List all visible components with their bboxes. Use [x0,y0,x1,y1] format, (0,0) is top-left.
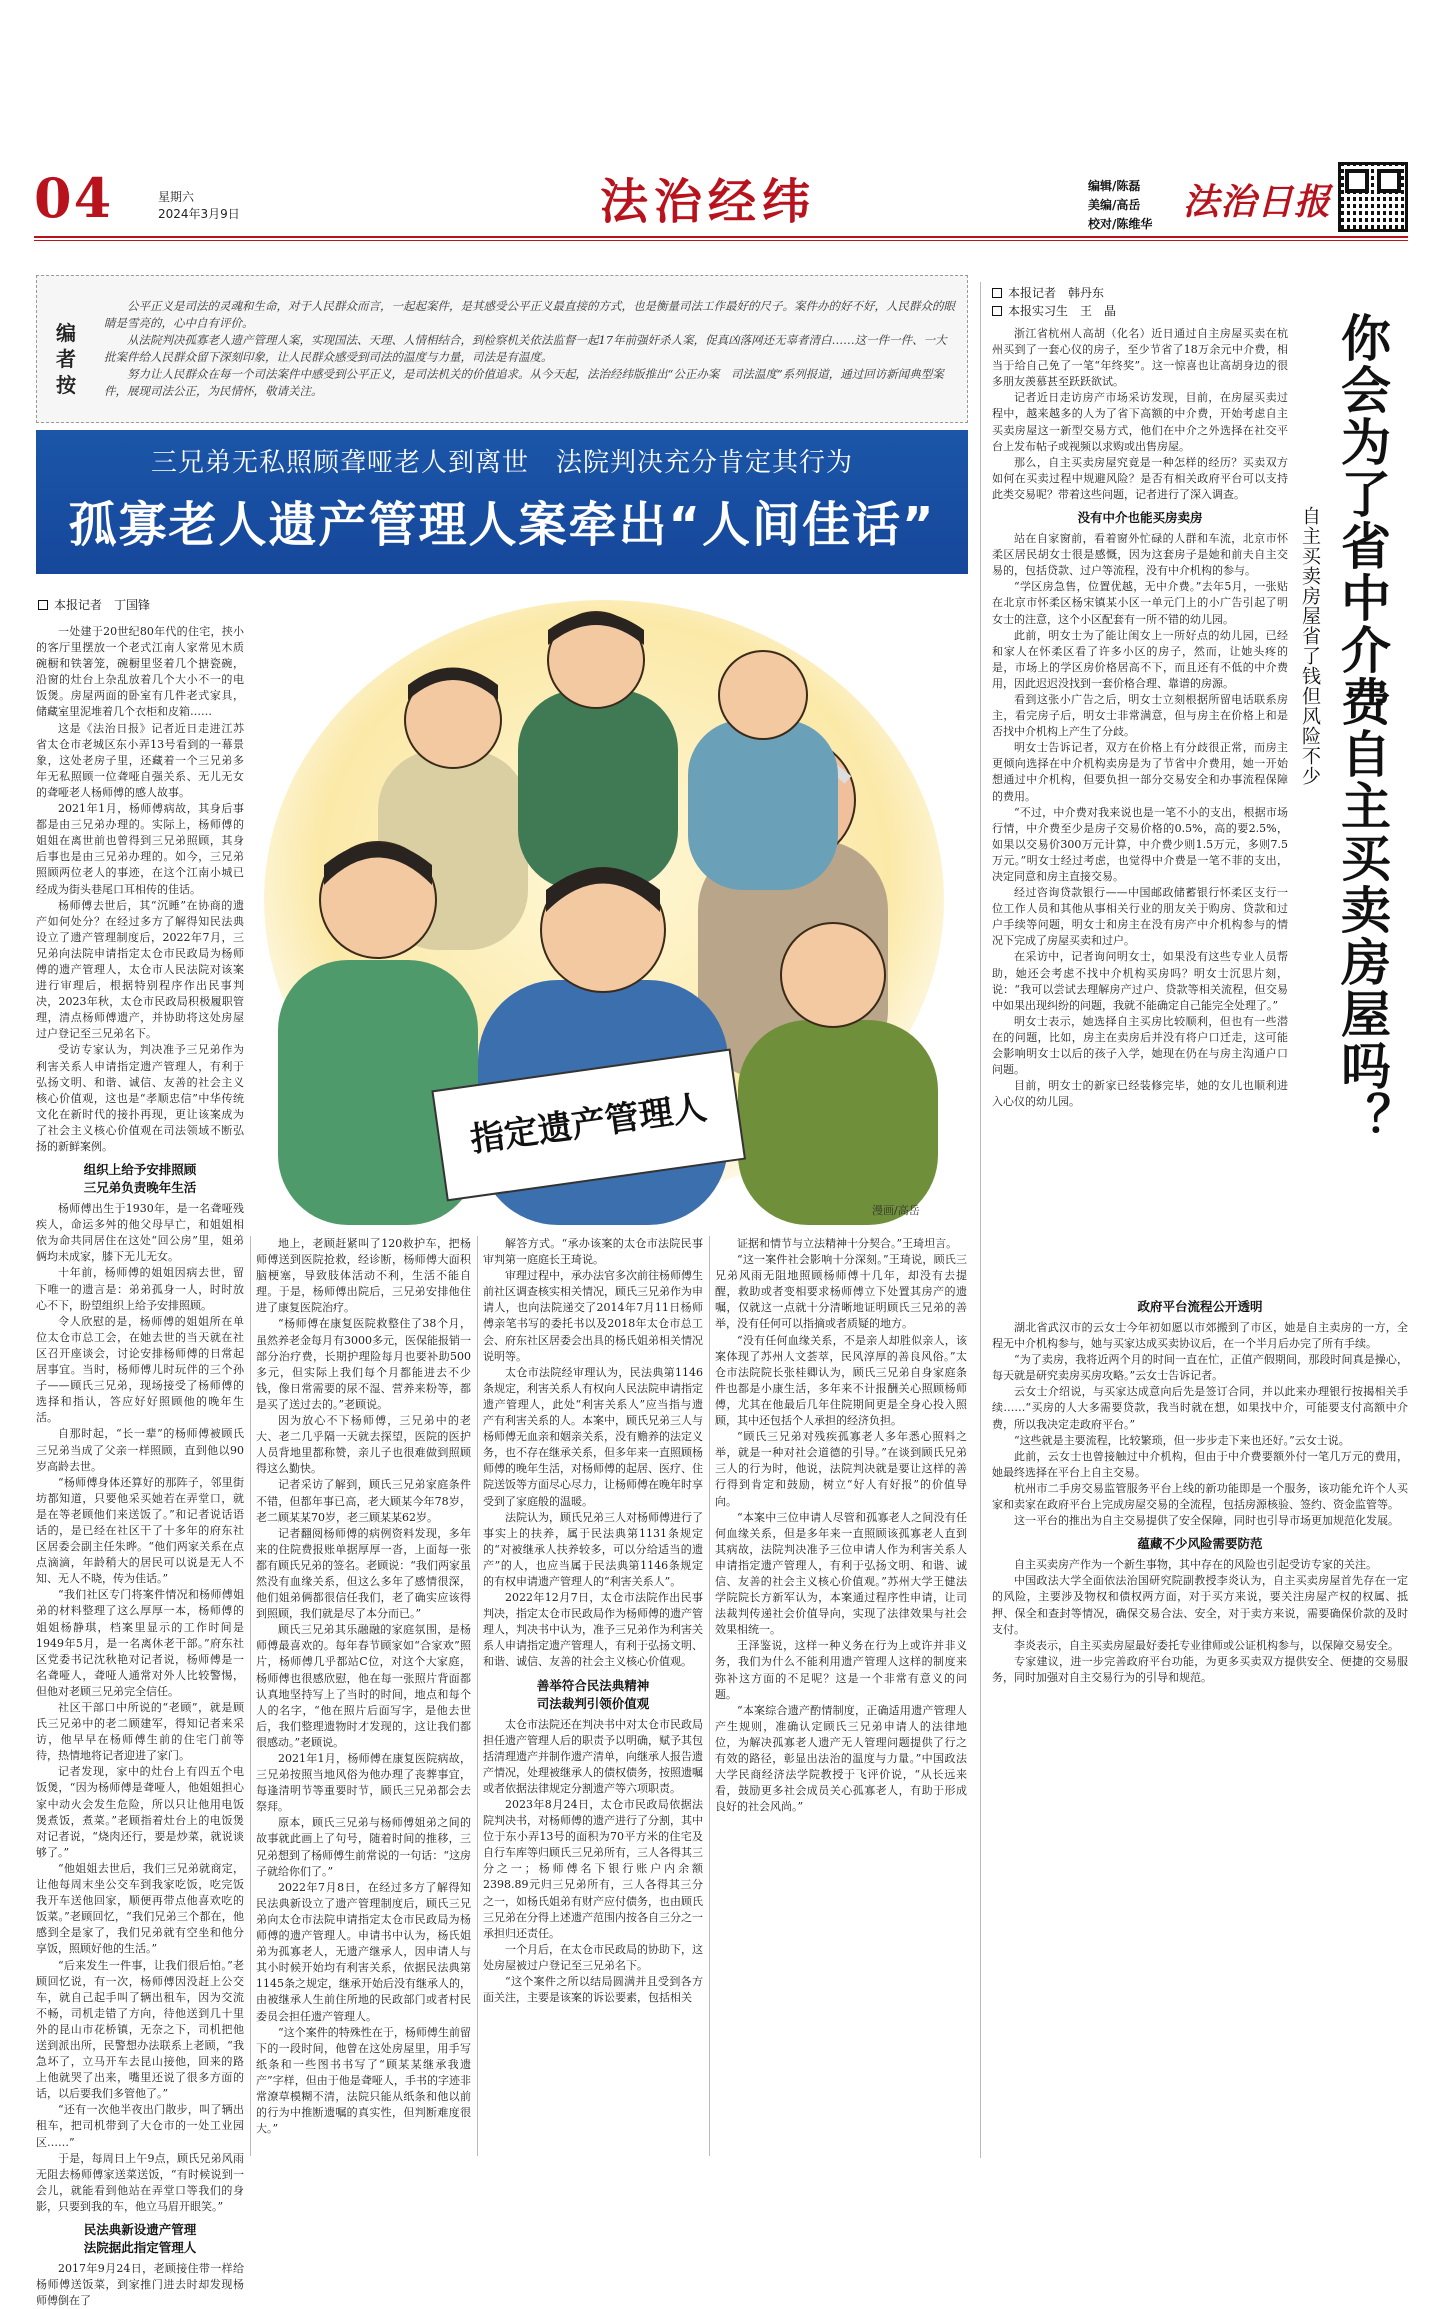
section-subhead: 善举符合民法典精神 司法裁判引领价值观 [536,1677,650,1711]
masthead-rule-thin [34,240,1408,241]
paragraph: 受访专家认为，判决准予三兄弟作为利害关系人申请指定遗产管理人，有利于弘扬文明、和谐、诚信、友善的社会主义核心价值观，这也是“孝顺忠信”中华传统文化在新时代的接扑再现，更让该案成为了社会主义核心价值观在司法领域不断弘扬的新鲜案例。 [36,1043,244,1153]
paragraph: 证据和情节与立法精神十分契合。”王琦坦言。 [737,1237,958,1250]
paragraph: 看到这张小广告之后，明女士立刻根据所留电话联系房主，看完房子后，明女士非常满意，但与房主在价格上和是否找中介机构上产生了分歧。 [992,692,1288,739]
paragraph: 解答方式。“承办该案的太仓市法院民事审判第一庭庭长王琦说。 [483,1237,703,1267]
paragraph: 目前，明女士的新家已经装修完毕，她的女儿也顺利进入心仪的幼儿园。 [992,1079,1288,1109]
article-column-1 [36,624,244,2308]
proofreader-credit: 校对/陈维华 [1088,217,1153,231]
paragraph: “没有任何血缘关系，不是亲人却胜似亲人，该案体现了苏州人文荟萃，民风淳厚的善良风俗。”太仓市法院院长张桂卿认为，顾氏三兄弟自身家庭条件也都是小康生活，多年来不计报酬关心照顾杨师傅，尤其在他最后几年住院期间更是全身心投入照顾，其中还包括个人承担的经济负担。 [715,1333,967,1428]
page-number: 04 [34,166,114,230]
paragraph: 十年前，杨师傅的姐姐因病去世，留下唯一的遗言是：弟弟孤身一人，时时放心不下，盼望组织上给予安排照顾。 [36,1266,244,1312]
byline-text: 本报实习生 王 晶 [1008,304,1117,318]
paragraph: 记者采访了解到，顾氏三兄弟家庭条件不错，但都年事已高，老大顾某今年78岁，老二顾某某70岁，老三顾某某62岁。 [256,1478,471,1524]
paragraph: 中国政法大学全面依法治国研究院副教授李炎认为，自主买卖房屋首先存在一定的风险，主要涉及物权和债权两方面，对于买方来说，要关注房屋产权的权属、抵押、保全和查封等情况，确保交易合法、安全，对于卖方来说，需要确保价款的及时支付。 [992,1574,1408,1636]
article-column-3 [483,1236,703,2158]
paragraph: “还有一次他半夜出门散步，叫了辆出租车，把司机带到了大仓市的一处工业园区……” [36,2103,244,2149]
paragraph: “学区房急售，位置优越，无中介费。”去年5月，一张贴在北京市怀柔区杨宋镇某小区一单元门上的小广告引起了明女士的注意，这个小区配套有一所不错的幼儿园。 [992,580,1288,626]
editor-note-label: 编者按 [56,321,76,397]
column-divider [477,1236,478,2156]
paragraph: 记者翻阅杨师傅的病例资料发现，多年来的住院费报账单据厚厚一沓，上面每一张都有顾氏兄弟的签名。老顾说：“我们两家虽然没有血缘关系，但这么多年了感情很深，他们姐弟俩都很信任我们，老了确实应该得到照顾，我们就是尽了本分而已。” [256,1526,471,1621]
paragraph: 自主买卖房产作为一个新生事物，其中存在的风险也引起受访专家的关注。 [1014,1558,1377,1572]
paragraph: 此前，云女士也曾接触过中介机构，但由于中介费要额外付一笔几万元的费用，她最终选择在平台上自主交易。 [992,1449,1408,1479]
right-article-subheadline: 自主买卖房屋省了钱但风险不少 [1299,506,1321,786]
paragraph: “他姐姐去世后，我们三兄弟就商定，让他每周末坐公交车到我家吃饭，吃完饭我开车送他回家，顺便再带点他喜欢吃的饭菜。”老顾回忆，“我们兄弟三个都在，他感到全是家了，我们兄弟就有空坐和他分享饭，照顾好他的生活。” [36,1861,244,1956]
byline-box-icon [992,288,1002,298]
right-article-byline-1 [992,284,1104,301]
editor-note-paragraph: 从法院判决孤寡老人遗产管理人案，实现国法、天理、人情相结合，到检察机关依法监督一起17年前强奸杀人案，促真凶落网还无辜者清白……这一件一件、一大批案件给人民群众留下深刻印象，让人民群众感受到司法的温度与力量，司法是有温度。 [104,333,947,364]
paragraph: 2021年1月，杨师傅病故，其身后事都是由三兄弟办理的。实际上，杨师傅的姐姐在离世前也曾得到三兄弟照顾，其身后事也是由三兄弟办理的。如今，三兄弟照顾两位老人的事迹，在这个江南小城已经成为街头巷尾口耳相传的佳话。 [36,802,244,896]
article-kicker: 三兄弟无私照顾聋哑老人到离世 法院判决充分肯定其行为 [150,448,853,478]
paragraph: 2023年8月24日，太仓市民政局依据法院判决书，对杨师傅的遗产进行了分割，其中位于东小弄13号的面积为70平方米的住宅及自行车库等归顾氏三兄弟所有，三人各得其三分之一；杨师傅名下银行账户内余额2398.89元归三兄弟所有，三人各得其三分之一，如杨氏姐弟有财产应付债务，也由顾氏三兄弟在分得上述遗产范围内按各自三分之一承担归还责任。 [483,1798,703,1940]
paragraph: 记者发现，家中的灶台上有四五个电饭煲，“因为杨师傅是聋哑人，他姐姐担心家中动火会发生危险，所以只让他用电饭煲煮饭，煮菜。”老顾指着灶台上的电饭煲对记者说，“烧肉还行，要是炒菜，就说谈够了。” [36,1765,244,1859]
article-column-2 [256,1236,471,2158]
paragraph: 审理过程中，承办法官多次前往杨师傅生前社区调查核实相关情况，顾氏三兄弟作为申请人，也向法院递交了2014年7月11日杨师傅亲笔书写的委托书以及2018年太仓市总工会、府东社区居委会出具的杨氏姐弟相关情况说明等。 [483,1269,703,1363]
byline-box-icon [992,306,1002,316]
article-headline: 孤寡老人遗产管理人案牵出“人间佳话” [68,497,936,553]
cartoon-illustration [258,600,950,1225]
paragraph: 那么，自主买卖房屋究竟是一种怎样的经历？买卖双方如何在买卖过程中规避风险？是否有相关政府平台可以支持此类交易呢？带着这些问题，记者进行了深入调查。 [992,455,1288,501]
paragraph: 杭州市二手房交易监管服务平台上线的新功能即是一个服务，该功能允许个人买家和卖家在政府平台上完成房屋交易的全流程，包括房源核验、签约、资金监管等。 [992,1481,1408,1512]
right-article-column-1 [992,326,1288,1286]
paragraph: 浙江省杭州人高胡（化名）近日通过自主房屋买卖在杭州买到了一套心仪的房子，至少节省了18万余元中介费，相当于给自己免了一笔“年终奖”。这一惊喜也让高胡身边的很多朋友羡慕甚至跃跃欲试。 [992,327,1288,389]
paragraph: “为了卖房，我将近两个月的时间一直在忙，正值产假期间，那段时间真是操心，每天就是研究卖房买房攻略。”云女士告诉记者。 [992,1353,1408,1383]
column-divider [250,1236,251,2156]
article-byline [38,596,150,613]
paragraph: 2021年1月，杨师傅在康复医院病故，三兄弟按照当地风俗为他办理了丧葬事宜，每逢清明节等重要时节，顾氏三兄弟都会去祭拜。 [256,1752,471,1814]
paragraph: 王泽鉴说，这样一种义务在行为上或许并非义务，我们为什么不能利用遗产管理人这样的制度来弥补这方面的不足呢？这是一个非常有意义的问题。 [715,1639,967,1701]
paragraph: 这一平台的推出为自主交易提供了安全保障，同时也引导市场更加规范化发展。 [1014,1514,1399,1528]
paragraph: 地上，老顾赶紧叫了120救护车，把杨师傅送到医院抢救，经诊断，杨师傅大面积脑梗塞，导致肢体活动不利，生活不能自理。于是，杨师傅出院后，三兄弟安排他住进了康复医院治疗。 [256,1237,471,1315]
paragraph: 杨师傅出生于1930年，是一名聋哑残疾人，命运多舛的他父母早亡，和姐姐相依为命共同居住在这处“回公房”里，姐弟俩均未成家，膝下无儿无女。 [36,1202,244,1264]
byline-text: 本报记者 韩丹东 [1008,286,1105,300]
paragraph: 此前，明女士为了能让闺女上一所好点的幼儿园，已经和家人在怀柔区看了许多小区的房子，然而，让她头疼的是，市场上的学区房价格居高不下，而且还有不低的中介费用，因此迟迟没找到一套价格合理、靠谱的房源。 [992,628,1288,690]
paragraph: “不过，中介费对我来说也是一笔不小的支出，根据市场行情，中介费至少是房子交易价格的0.5%，高的要2.5%，如果以交易价300万元计算，中介费少则1.5万元，多则7.5万元。”明女士经过考虑，也觉得中介费是一笔不菲的支出，决定同意和房主直接交易。 [992,805,1288,883]
paragraph: 经过咨询贷款银行——中国邮政储蓄银行怀柔区支行一位工作人员和其他从事相关行业的朋友关于购房、贷款和过户手续等问题，明女士和房主在没有房产中介机构参与的情况下完成了房屋买卖和过户。 [992,886,1288,948]
paragraph: 这是《法治日报》记者近日走进江苏省太仓市老城区东小弄13号看到的一幕景象，这处老房子里，还藏着一个三兄弟多年无私照顾一位聋哑自强关系、无儿无女的聋哑老人杨师傅的感人故事。 [36,721,244,799]
right-section-subhead: 政府平台流程公开透明 [1137,1299,1263,1314]
editor-credits [1088,177,1152,234]
paragraph: 于是，每周日上午9点，顾氏兄弟风雨无阻去杨师傅家送菜送饭，“有时候说到一会儿，就能看到他站在弄堂口等我们的身影，只要到我的车，他立马眉开眼笑。” [36,2151,244,2213]
paragraph: 在采访中，记者询问明女士，如果没有这些专业人员帮助，她还会考虑不找中介机构买房吗？明女士沉思片刻，说：“我可以尝试去理解房产过户、贷款等相关流程，但交易中如果出现纠纷的问题，我就不能确定自己能完全处理了。” [992,950,1288,1012]
paragraph: 明女士告诉记者，双方在价格上有分歧很正常，而房主更倾向选择在中介机构卖房是为了节省中介费用，她一开始想通过中介机构，但要负担一部分交易安全和办事流程保障的费用。 [992,741,1288,803]
paragraph: “顾氏三兄弟对残疾孤寡老人多年悉心照料之举，就是一种对社会道德的引导。”在谈到顾氏兄弟三人的行为时，他说，法院判决就是要让这样的善行得到肯定和鼓励，树立“好人有好报”的价值导向。 [715,1430,967,1508]
editor-note-text [104,298,956,400]
document-title: 指定遗产管理人 [467,1087,710,1161]
paragraph: 太仓市法院还在判决书中对太仓市民政局担任遗产管理人后的职责予以明确，赋予其包括清理遗产并制作遗产清单，向继承人报告遗产情况，处理被继承人的债权债务，按照遗嘱或者依据法律规定分割遗产等六项职责。 [483,1717,703,1795]
paragraph: 社区干部口中所说的“老顾”，就是顾氏三兄弟中的老二顾建军，得知记者来采访，他早早在杨师傅生前的住宅门前等待，热情地将记者迎进了家门。 [36,1701,244,1763]
paragraph: 站在自家窗前，看着窗外忙碌的人群和车流，北京市怀柔区居民胡女士很是感慨，因为这套房子是她和前夫自主交易的，包括贷款、过户等流程，没有中介机构的参与。 [992,532,1288,578]
editor-note-paragraph: 努力让人民群众在每一个司法案件中感受到公平正义，是司法机关的价值追求。从今天起，法治经纬版推出“公正办案 司法温度”系列报道，通过回访新闻典型案件，展现司法公正，为民情怀，敬请关注。 [104,367,944,398]
paragraph: “这个案件的特殊性在于，杨师傅生前留下的一段时间，他曾在这处房屋里，用手写纸条和一些图书书写了“顾某某继承我遗产”字样，但由于他是聋哑人，手书的字迹非常潦草模糊不清，法院只能从纸条和他以前的行为中推断遗嘱的真实性，但判断难度很大。” [256,2025,471,2136]
section-title: 法治经纬 [600,174,817,230]
paragraph: 一个月后，在太仓市民政局的协助下，这处房屋被过户登记至三兄弟名下。 [483,1942,703,1972]
paragraph: 云女士介绍说，与买家达成意向后先是签订合同，并以此来办理银行按揭相关手续……“买房的人大多需要贷款，我当时就在想，如果找中介，可能要支付高额中介费，所以我决定走政府平台。” [992,1385,1408,1431]
paragraph: 原本，顾氏三兄弟与杨师傅姐弟之间的故事就此画上了句号，随着时间的推移，三兄弟想到了杨师傅生前常说的一句话：“这房子就给你们了。” [256,1816,471,1878]
paragraph: 李炎表示，自主买卖房屋最好委托专业律师或公证机构参与，以保障交易安全。 [1014,1638,1399,1652]
editor-credit: 编辑/陈磊 [1088,179,1141,193]
right-article-byline-2 [992,302,1116,319]
paragraph: 法院认为，顾氏兄弟三人对杨师傅进行了事实上的扶养，属于民法典第1131条规定的“对被继承人扶养较多，可以分给适当的遗产”的人，也应当属于民法典第1146条规定的有权申请遗产管理人的“利害关系人”。 [483,1510,703,1588]
paragraph: “这一案件社会影响十分深刻。”王琦说，顾氏三兄弟风雨无阻地照顾杨师傅十几年，却没有去提醒，救助或者变相要求杨师傅立下处置其房产的遗嘱，仅就这一点就十分清晰地证明顾氏三兄弟的善举，没有任何可以指摘或者质疑的地方。 [715,1253,967,1331]
paragraph: “本案中三位申请人尽管和孤寡老人之间没有任何血缘关系，但是多年来一直照顾该孤寡老人直到其病故，法院判决准予三位申请人作为利害关系人申请指定遗产管理人，有利于弘扬文明、和谐、诚信、友善的社会主义核心价值观。”苏州大学王健法学院院长方新军认为，本案通过程序性申请，让司法裁判传递社会价值导向，实现了法律效果与社会效果相统一。 [715,1510,967,1637]
paragraph: 令人欣慰的是，杨师傅的姐姐所在单位太仓市总工会，在她去世的当天就在社区召开座谈会，讨论安排杨师傅的日常起居事宜。当时，杨师傅儿时玩伴的三个孙子——顾氏三兄弟，现场接受了杨师傅的选择和指认，答应好好照顾他的晚年生活。 [36,1314,244,1425]
masthead-rule [34,236,1408,238]
paragraph: 自那时起，“长一辈”的杨师傅被顾氏三兄弟当成了父亲一样照顾，直到他以90岁高龄去世。 [36,1427,244,1473]
paragraph: “这个案件之所以结局圆满并且受到各方面关注，主要是该案的诉讼要素，包括相关 [483,1975,703,2005]
paragraph: 专家建议，进一步完善政府平台功能，为更多买卖双方提供安全、便捷的交易服务，同时加强对自主交易行为的引导和规范。 [992,1654,1408,1684]
paragraph: 顾氏三兄弟其乐融融的家庭氛围，是杨师傅最喜欢的。每年春节顾家如“合家欢”照片，杨师傅几乎都站C位，对这个大家庭，杨师傅也很感欣慰，他在每一张照片背面都认真地坚持写上了当时的时间，地点和每个人的名字，“他在照片后面写字，是他去世后，我们整理遗物时才发现的，这让我们都很感动。”老顾说。 [256,1623,471,1749]
right-section-subhead: 蕴藏不少风险需要防范 [1137,1536,1263,1552]
section-subhead: 民法典新设遗产管理 法院据此指定管理人 [83,2222,197,2255]
paragraph: 杨师傅去世后，其“沉睡”在协商的遗产如何处分？在经过多方了解得知民法典设立了遗产管理制度后，2022年7月，三兄弟向法院申请指定太仓市民政局为杨师傅的遗产管理人，太仓市人民法院对该案进行审理后，根据特别程序作出民事判决，2023年秋，太仓市民政局积极履职管理，清点杨师傅遗产，并协助将这处房屋过户登记至三兄弟名下。 [36,898,244,1041]
byline-box-icon [38,600,48,610]
illustration-caption: 漫画/高岳 [872,1204,920,1217]
article-column-4 [715,1236,967,2158]
paragraph: 2022年7月8日，在经过多方了解得知民法典新设立了遗产管理制度后，顾氏三兄弟向太仓市法院申请指定太仓市民政局为杨师傅的遗产管理人。申请书中认为，杨氏姐弟为孤寡老人，无遗产继承人，因申请人与其小时候开始均有利害关系，依据民法典第1145条之规定，继承开始后没有继承人的，由被继承人生前住所地的民政部门或者村民委员会担任遗产管理人。 [256,1880,471,2023]
right-article-headline: 你会为了省中介费自主买卖房屋吗？ [1333,312,1391,1144]
paragraph: “本案综合遗产酌情制度，正确适用遗产管理人产生规则，准确认定顾氏三兄弟申请人的法律地位，为解决孤寡老人遗产无人管理问题提供了行之有效的路径，彰显出法治的温度与力量。”中国政法大学民商经济法学院教授于飞评价说，“从长远来看，鼓励更多社会成员关心孤寡老人，有助于形成良好的社会风尚。” [715,1703,967,1814]
editor-note-paragraph: 公平正义是司法的灵魂和生命，对于人民群众而言，一起起案件，是其感受公平正义最直接的方式，也是衡量司法工作最好的尺子。案件办的好不好，人民群众的眼睛是雪亮的，心中自有评价。 [104,299,955,330]
right-section-subhead: 没有中介也能买房卖房 [1077,510,1203,526]
article-divider [980,282,981,2158]
paragraph: 因为放心不下杨师傅，三兄弟中的老大、老二几乎隔一天就去探望，医院的医护人员背地里都称赞，亲儿子也很难做到照顾得这么勤快。 [256,1414,471,1476]
paragraph: 湖北省武汉市的云女士今年初如愿以市郊搬到了市区，她是自主卖房的一方，全程无中介机构参与，她与买家达成买卖协议后，在一个半月后办完了所有手续。 [992,1321,1408,1351]
weekday: 星期六 [158,190,195,204]
newspaper-logo: 法治日报 [1183,181,1332,223]
column-divider [709,1236,710,2156]
paragraph: 明女士表示，她选择自主买房比较顺利，但也有一些潜在的问题，比如，房主在卖房后并没有将户口迁走，这可能会影响明女士以后的孩子入学，她现在仍在与房主沟通户口问题。 [992,1014,1288,1077]
designer-credit: 美编/高岳 [1088,198,1141,212]
paragraph: 记者近日走访房产市场采访发现，目前，在房屋买卖过程中，越来越多的人为了省下高额的中介费，开始考虑自主买卖房屋这一新型交易方式，他们在中介之外选择在社交平台上发布帖子或视频以求购或出售房屋。 [992,391,1288,453]
paragraph: 2022年12月7日，太仓市法院作出民事判决，指定太仓市民政局作为杨师傅的遗产管理人，判决书中认为，准予三兄弟作为利害关系人申请指定遗产管理人，有利于弘扬文明、和谐、诚信、友善的社会主义核心价值观。 [483,1591,703,1669]
paragraph: 2017年9月24日，老顾接住带一样给杨师傅送饭菜，到家推门进去时却发现杨师傅倒在了 [36,2262,244,2308]
paragraph: “我们社区专门将案件情况和杨师傅姐弟的材料整理了这么厚厚一本，杨师傅的姐姐杨静琪，档案里显示的工作时间是1949年5月，是一名离休老干部。”府东社区党委书记沈秋艳对记者说，杨师傅是一名聋哑人，聋哑人通常对外人比较警惕，但他对老顾三兄弟完全信任。 [36,1588,244,1698]
byline-text: 本报记者 丁国锋 [54,598,151,612]
qr-code-icon [1338,162,1408,232]
section-subhead: 组织上给予安排照顾 三兄弟负责晚年生活 [83,1162,197,1196]
paragraph: 一处建于20世纪80年代的住宅，挟小的客厅里摆放一个老式江南人家常见木质碗橱和铁箸笼，碗橱里竖着几个搪瓷碗，沿窗的灶台上杂乱放着几个大小不一的电饭煲。房屋两面的卧室有几件老式家具，储藏室里泥堆着几个衣柜和皮箱…… [36,625,244,719]
issue-date: 2024年3月9日 [158,207,240,221]
paragraph: 太仓市法院经审理认为，民法典第1146条规定，利害关系人有权向人民法院申请指定遗产管理人，此处“利害关系人”应当指与遗产有利害关系的人。本案中，顾氏兄弟三人与杨师傅无血亲和姻亲关系，没有赡养的法定义务，也不存在继承关系，但多年来一直照顾杨师傅的晚年生活，对杨师傅的起居、医疗、住院送饭等方面尽心尽力，让杨师傅在晚年时享受到了家庭般的温暖。 [483,1365,703,1508]
paragraph: “后来发生一件事，让我们很后怕。”老顾回忆说，有一次，杨师傅因没赶上公交车，就自己起手叫了辆出租车，因为交流不畅，司机走错了方向，待他送到几十里外的昆山市花桥镇，无奈之下，司机把他送到派出所，民警想办法联系上老顾，“我急坏了，立马开车去昆山接他，回来的路上他就哭了出来，嘴里还说了很多方面的话，以后要我们多管他了。” [36,1958,244,2101]
paragraph: “杨师傅身体还算好的那阵子，邻里街坊都知道，只要他采买她若在弄堂口，就是在等老顾他们来送饭了。”和记者说话语话的，是已经在社区干了十多年的府东社区居委会副主任朱晔。“他们两家关系在点点滴滴，年龄稍大的居民可以说是无人不知、无人不晓，传为佳话。” [36,1475,244,1586]
paragraph: “杨师傅在康复医院救整住了38个月，虽然养老金每月有3000多元，医保能报销一部分治疗费，长期护理险每月也要补助500多元，但实际上我们每个月都能进去不少钱，像日常需要的尿不湿、营养来粉等，都是买了送过去的。”老顾说。 [256,1317,471,1411]
paragraph: “这些就是主要流程，比较繁琐，但一步步走下来也还好。”云女士说。 [1014,1433,1350,1447]
right-article-column-2 [992,1292,1408,2158]
